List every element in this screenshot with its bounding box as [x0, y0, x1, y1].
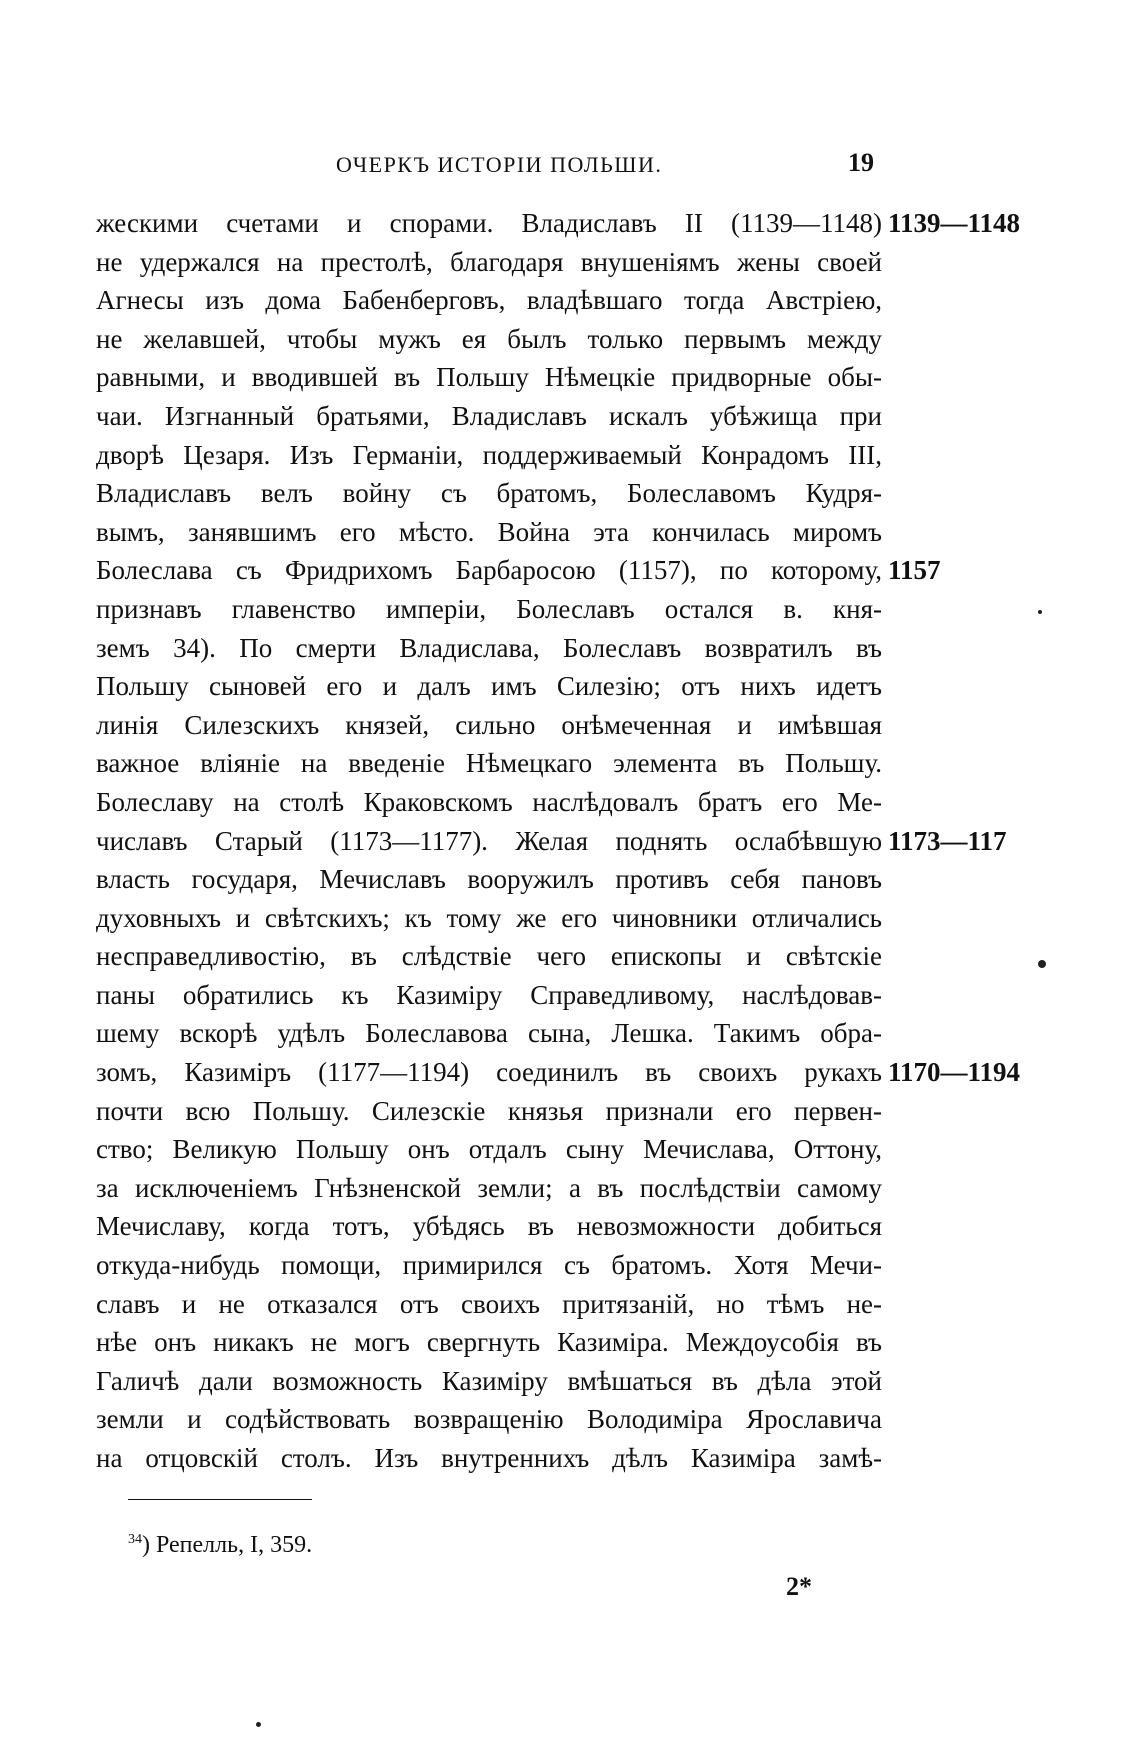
- footnote-text: ) Репелль, I, 359.: [142, 1532, 313, 1558]
- text-line: жескими счетами и спорами. Владиславъ II (1139—1148): [96, 208, 882, 238]
- text-line: линія Силезскихъ князей, сильно онѣмеченная и имѣвшая: [96, 709, 882, 740]
- footnote-rule: [128, 1499, 312, 1500]
- ink-speck: [256, 1722, 261, 1727]
- text-line: несправедливостію, въ слѣдствіе чего епископы и свѣтскіе: [96, 941, 882, 972]
- text-line: откуда-нибудь помощи, примирился съ братомъ. Хотя Мечи-: [96, 1250, 882, 1281]
- margin-year: 1170—1194: [888, 1057, 1021, 1088]
- text-line: признавъ главенство имперіи, Болеславъ остался в. кня-: [96, 593, 882, 624]
- ink-speck: [1038, 960, 1046, 968]
- text-line: Агнесы изъ дома Бабенберговъ, владѣвшаго тогда Австріею,: [96, 285, 882, 316]
- text-line: за исключеніемъ Гнѣзненской земли; а въ послѣдствіи самому: [96, 1172, 882, 1203]
- footnote: [128, 1532, 312, 1559]
- text-line: ство; Великую Польшу онъ отдалъ сыну Мечислава, Оттону,: [96, 1134, 882, 1165]
- text-line: не удержался на престолѣ, благодаря внушеніямъ жены своей: [96, 246, 882, 277]
- text-line: Галичѣ дали возможность Казиміру вмѣшаться въ дѣла этой: [96, 1365, 882, 1396]
- text-line: славъ и не отказался отъ своихъ притязаній, но тѣмъ не-: [96, 1288, 882, 1319]
- text-line: равными, и вводившей въ Польшу Нѣмецкіе придворные обы-: [96, 362, 882, 393]
- ink-speck: [1038, 610, 1042, 614]
- body-text: [96, 204, 882, 1478]
- text-line: Болеславу на столѣ Краковскомъ наслѣдовалъ братъ его Ме-: [96, 786, 882, 817]
- text-line: нѣе онъ никакъ не могъ свергнуть Казиміра. Междоусобія въ: [96, 1327, 882, 1358]
- text-line: на отцовскій столъ. Изъ внутреннихъ дѣлъ Казиміра замѣ-: [96, 1443, 882, 1473]
- margin-year: 1157: [888, 555, 941, 586]
- text-line: числавъ Старый (1173—1177). Желая поднять ослабѣвшую: [96, 825, 882, 856]
- text-line: духовныхъ и свѣтскихъ; къ тому же его чиновники отличались: [96, 902, 882, 933]
- page-header: [96, 148, 882, 182]
- text-line: паны обратились къ Казиміру Справедливому, наслѣдовав-: [96, 979, 882, 1010]
- text-line: Польшу сыновей его и далъ имъ Силезію; отъ нихъ идетъ: [96, 671, 882, 702]
- running-title: ОЧЕРКЪ ИСТОРІИ ПОЛЬШИ.: [336, 152, 663, 177]
- text-line: земъ 34). По смерти Владислава, Болеславъ возвратилъ въ: [96, 632, 882, 663]
- footnote-marker: 34: [128, 1532, 142, 1547]
- margin-year: 1173—117: [888, 825, 1007, 856]
- margin-year: 1139—1148: [888, 208, 1021, 238]
- text-line: дворѣ Цезаря. Изъ Германіи, поддерживаемый Конрадомъ III,: [96, 439, 882, 470]
- text-line: Болеслава съ Фридрихомъ Барбаросою (1157), по которому,: [96, 555, 882, 586]
- signature-mark: 2*: [786, 1572, 812, 1601]
- text-line: зомъ, Казиміръ (1177—1194) соединилъ въ своихъ рукахъ: [96, 1057, 882, 1088]
- text-line: важное вліяніе на введеніе Нѣмецкаго элемента въ Польшу.: [96, 748, 882, 779]
- text-line: не желавшей, чтобы мужъ ея былъ только первымъ между: [96, 323, 882, 354]
- page-number: 19: [848, 148, 874, 177]
- text-line: чаи. Изгнанный братьями, Владиславъ искалъ убѣжища при: [96, 400, 882, 431]
- text-line: шему вскорѣ удѣлъ Болеславова сына, Лешка. Такимъ обра-: [96, 1018, 882, 1049]
- text-line: почти всю Польшу. Силезскіе князья признали его первен-: [96, 1095, 882, 1126]
- text-line: Владиславъ велъ войну съ братомъ, Болеславомъ Кудря-: [96, 478, 882, 509]
- text-line: вымъ, занявшимъ его мѣсто. Война эта кончилась миромъ: [96, 516, 882, 547]
- text-line: Мечиславу, когда тотъ, убѣдясь въ невозможности добиться: [96, 1211, 882, 1242]
- text-line: власть государя, Мечиславъ вооружилъ противъ себя пановъ: [96, 864, 882, 895]
- text-line: земли и содѣйствовать возвращенію Володиміра Ярославича: [96, 1404, 882, 1435]
